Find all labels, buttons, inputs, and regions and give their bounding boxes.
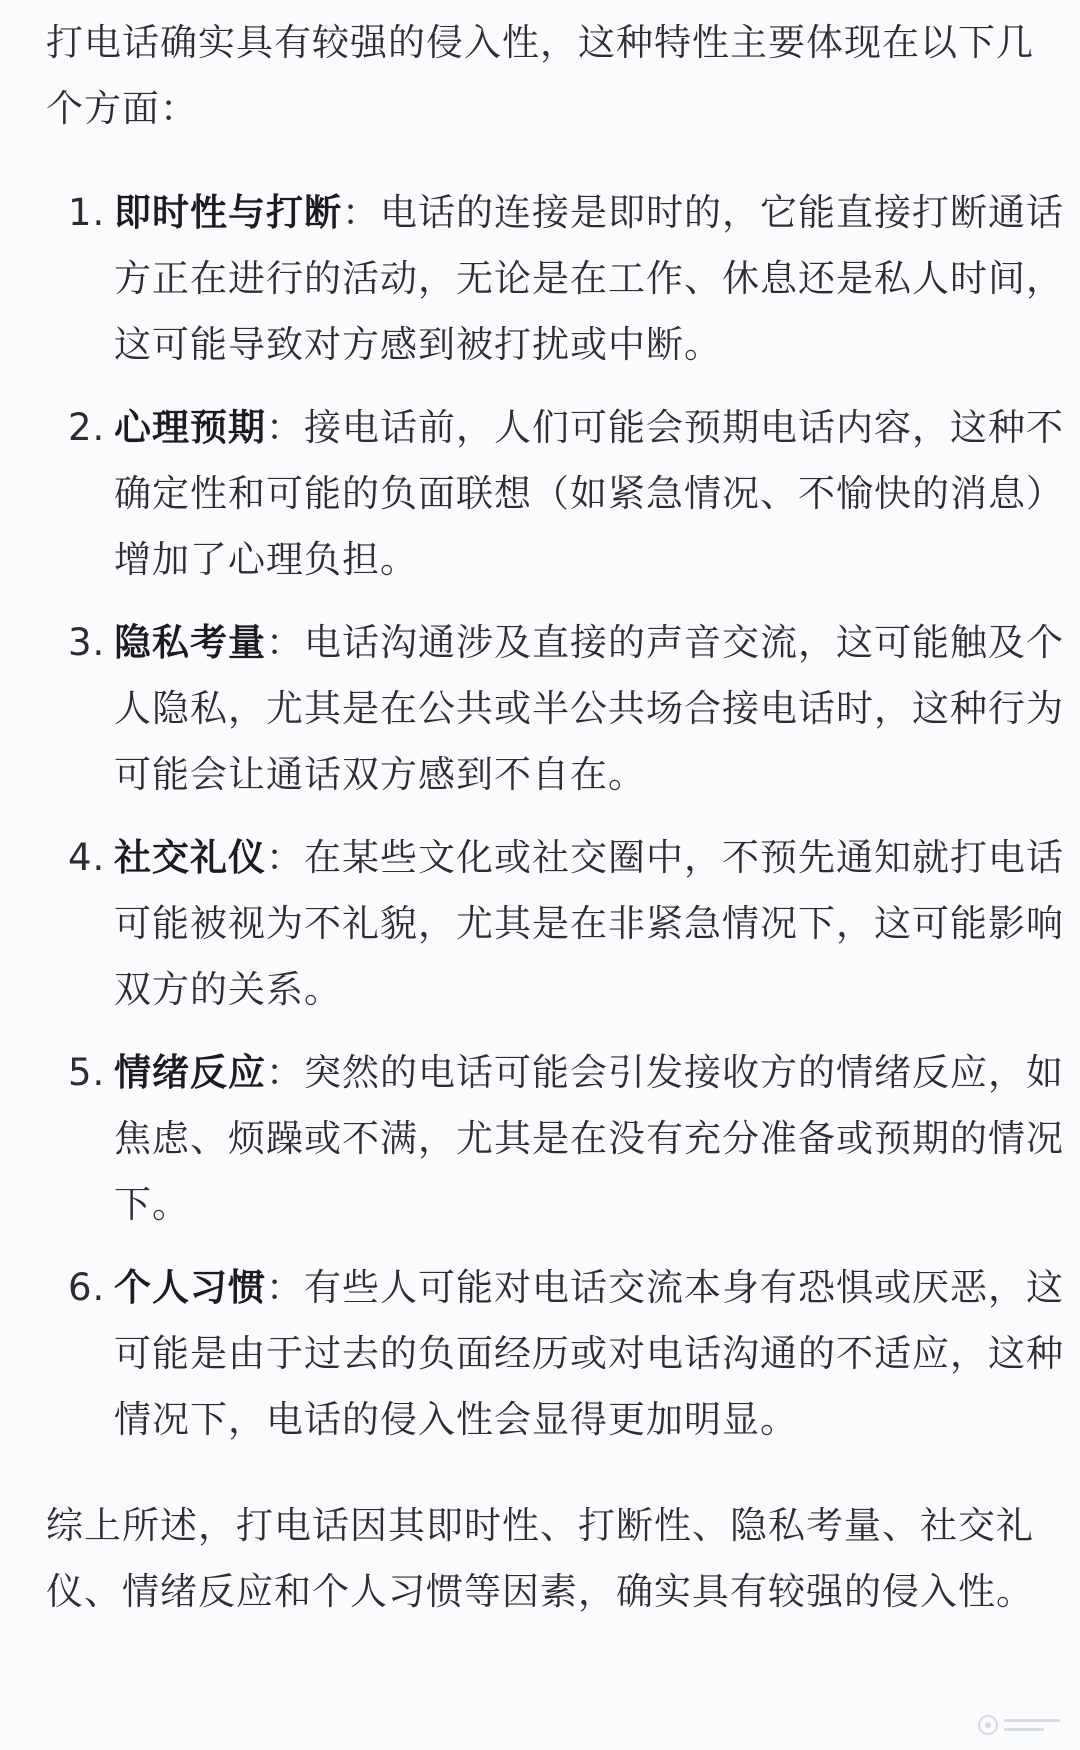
item-text: 突然的电话可能会引发接收方的情绪反应，如焦虑、烦躁或不满，尤其是在没有充分准备或预期的情况下。 — [114, 1051, 1064, 1226]
list-item-2 — [46, 395, 1064, 593]
item-number: 6. — [68, 1266, 106, 1309]
item-text: 有些人可能对电话交流本身有恐惧或厌恶，这可能是由于过去的负面经历或对电话沟通的不适应，这种情况下，电话的侵入性会显得更加明显。 — [114, 1266, 1064, 1441]
intro-paragraph: 打电话确实具有较强的侵入性，这种特性主要体现在以下几个方面： — [46, 21, 1034, 130]
item-number: 2. — [68, 406, 106, 449]
list-item-5 — [46, 1040, 1064, 1238]
item-separator: ： — [266, 1051, 304, 1094]
item-separator: ： — [266, 836, 304, 879]
list-item-4 — [46, 825, 1064, 1023]
list-item-6 — [46, 1255, 1064, 1453]
item-separator: ： — [266, 1266, 304, 1309]
item-number: 3. — [68, 621, 106, 664]
numbered-list — [46, 180, 1064, 1453]
list-item-1 — [46, 180, 1064, 378]
item-number: 1. — [68, 191, 106, 234]
item-separator: ： — [342, 191, 380, 234]
item-term: 情绪反应 — [114, 1051, 266, 1094]
item-number: 5. — [68, 1051, 106, 1094]
document-body — [46, 10, 1064, 1625]
item-term: 社交礼仪 — [114, 836, 266, 879]
item-term: 隐私考量 — [114, 621, 266, 664]
item-term: 即时性与打断 — [114, 191, 342, 234]
item-text: 在某些文化或社交圈中，不预先通知就打电话可能被视为不礼貌，尤其是在非紧急情况下，这可能影响双方的关系。 — [114, 836, 1064, 1011]
item-text: 电话沟通涉及直接的声音交流，这可能触及个人隐私，尤其是在公共或半公共场合接电话时，这种行为可能会让通话双方感到不自在。 — [114, 621, 1064, 796]
item-text: 接电话前，人们可能会预期电话内容，这种不确定性和可能的负面联想（如紧急情况、不愉快的消息）增加了心理负担。 — [114, 406, 1064, 581]
list-item-3 — [46, 610, 1064, 808]
item-separator: ： — [266, 621, 304, 664]
item-number: 4. — [68, 836, 106, 879]
item-term: 心理预期 — [114, 406, 266, 449]
watermark-icon — [976, 1710, 1066, 1740]
summary-paragraph: 综上所述，打电话因其即时性、打断性、隐私考量、社交礼仪、情绪反应和个人习惯等因素，确实具有较强的侵入性。 — [46, 1504, 1034, 1613]
item-text: 电话的连接是即时的，它能直接打断通话方正在进行的活动，无论是在工作、休息还是私人时间，这可能导致对方感到被打扰或中断。 — [114, 191, 1064, 366]
item-separator: ： — [266, 406, 304, 449]
item-term: 个人习惯 — [114, 1266, 266, 1309]
